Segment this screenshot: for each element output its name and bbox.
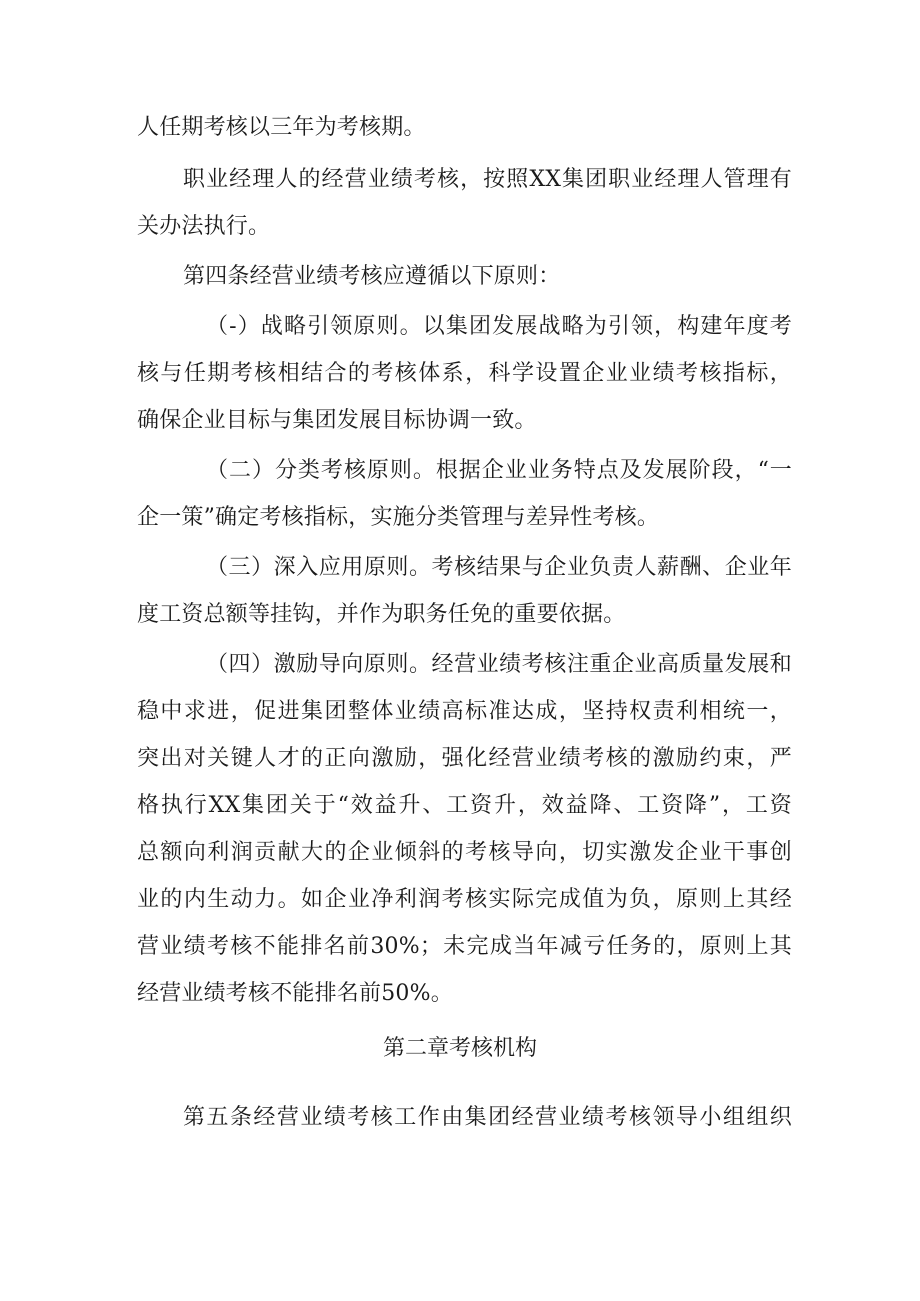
body-line-3: 关办法执行。 xyxy=(137,214,271,239)
principle-1-line-3: 确保企业目标与集团发展目标协调一致。 xyxy=(137,408,537,433)
principle-4-line-2: 稳中求进，促进集团整体业绩高标准达成，坚持权责利相统一， xyxy=(137,699,792,724)
principle-1-line-2: 核与任期考核相结合的考核体系，科学设置企业业绩考核指标， xyxy=(137,361,792,386)
principle-2-line-2: 企一策”确定考核指标，实施分类管理与差异性考核。 xyxy=(137,505,660,530)
principle-4-line-3: 突出对关键人才的正向激励，强化经营业绩考核的激励约束，严 xyxy=(137,746,792,771)
principle-4-line-1: （四）激励导向原则。经营业绩考核注重企业高质量发展和 xyxy=(206,652,792,677)
principle-4-line-4: 格执行XX集团关于“效益升、工资升，效益降、工资降”，工资 xyxy=(137,793,792,818)
principle-4-line-5: 总额向利润贡献大的企业倾斜的考核导向，切实激发企业干事创 xyxy=(137,840,792,865)
body-line-2: 职业经理人的经营业绩考核，按照XX集团职业经理人管理有 xyxy=(183,167,792,192)
principle-1-line-1: （-）战略引领原则。以集团发展战略为引领，构建年度考 xyxy=(206,314,792,339)
chapter-heading: 第二章考核机构 xyxy=(382,1036,537,1061)
article-5-line-1: 第五条经营业绩考核工作由集团经营业绩考核领导小组组织 xyxy=(183,1105,792,1130)
principle-3-line-2: 度工资总额等挂钩，并作为职务任免的重要依据。 xyxy=(137,602,626,627)
principle-3-line-1: （三）深入应用原则。考核结果与企业负责人薪酬、企业年 xyxy=(206,555,792,580)
principle-4-line-7: 营业绩考核不能排名前30%；未完成当年减亏任务的，原则上其 xyxy=(137,934,792,959)
body-line-1: 人任期考核以三年为考核期。 xyxy=(137,115,426,140)
principle-2-line-1: （二）分类考核原则。根据企业业务特点及发展阶段，“一 xyxy=(206,458,792,483)
principle-4-line-6: 业的内生动力。如企业净利润考核实际完成值为负，原则上其经 xyxy=(137,887,792,912)
principle-4-line-8: 经营业绩考核不能排名前50%。 xyxy=(137,981,453,1006)
article-4-heading: 第四条经营业绩考核应遵循以下原则： xyxy=(183,264,561,289)
